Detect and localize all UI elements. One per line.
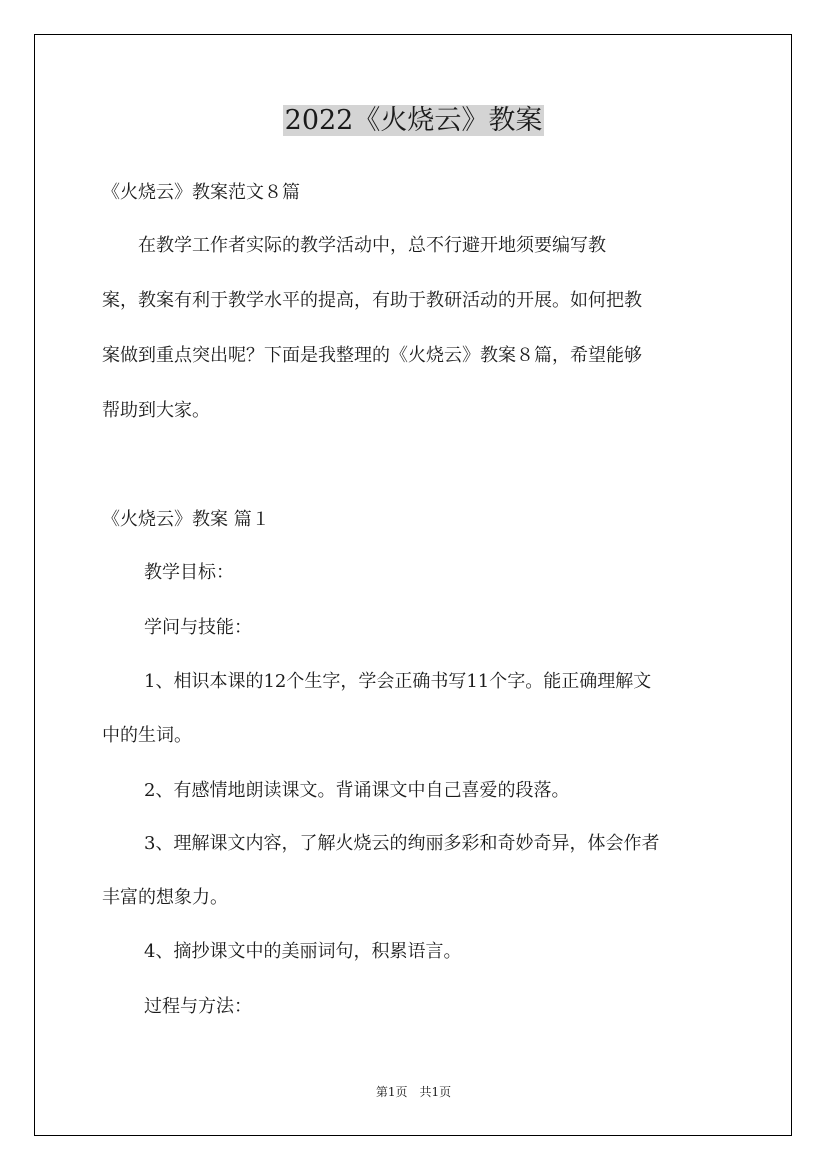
document-title-text: 2022《火烧云》教案	[284, 105, 543, 136]
body-line: 1、相识本课的12个生字，学会正确书写11个字。能正确理解文	[144, 671, 652, 692]
body-line: 3、理解课文内容，了解火烧云的绚丽多彩和奇妙奇异，体会作者	[144, 833, 660, 854]
page-footer: 第1页 共1页	[375, 1085, 452, 1099]
body-line: 丰富的想象力。	[102, 887, 228, 908]
body-line: 中的生词。	[102, 725, 192, 746]
intro-line: 案，教案有利于教学水平的提高，有助于教研活动的开展。如何把教	[102, 290, 642, 311]
body-line: 过程与方法：	[144, 996, 252, 1017]
document-title	[0, 101, 827, 141]
document-subtitle: 《火烧云》教案范文８篇	[102, 182, 300, 203]
body-line: 教学目标：	[144, 562, 234, 583]
intro-line: 帮助到大家。	[102, 400, 210, 421]
intro-line: 在教学工作者实际的教学活动中，总不行避开地须要编写教	[102, 235, 606, 256]
body-line: 4、摘抄课文中的美丽词句，积累语言。	[144, 941, 462, 962]
body-line: 学问与技能：	[144, 617, 252, 638]
section-heading: 《火烧云》教案 篇１	[102, 509, 270, 530]
body-line: 2、有感情地朗读课文。背诵课文中自己喜爱的段落。	[144, 780, 570, 801]
intro-line: 案做到重点突出呢？下面是我整理的《火烧云》教案８篇，希望能够	[102, 345, 642, 366]
